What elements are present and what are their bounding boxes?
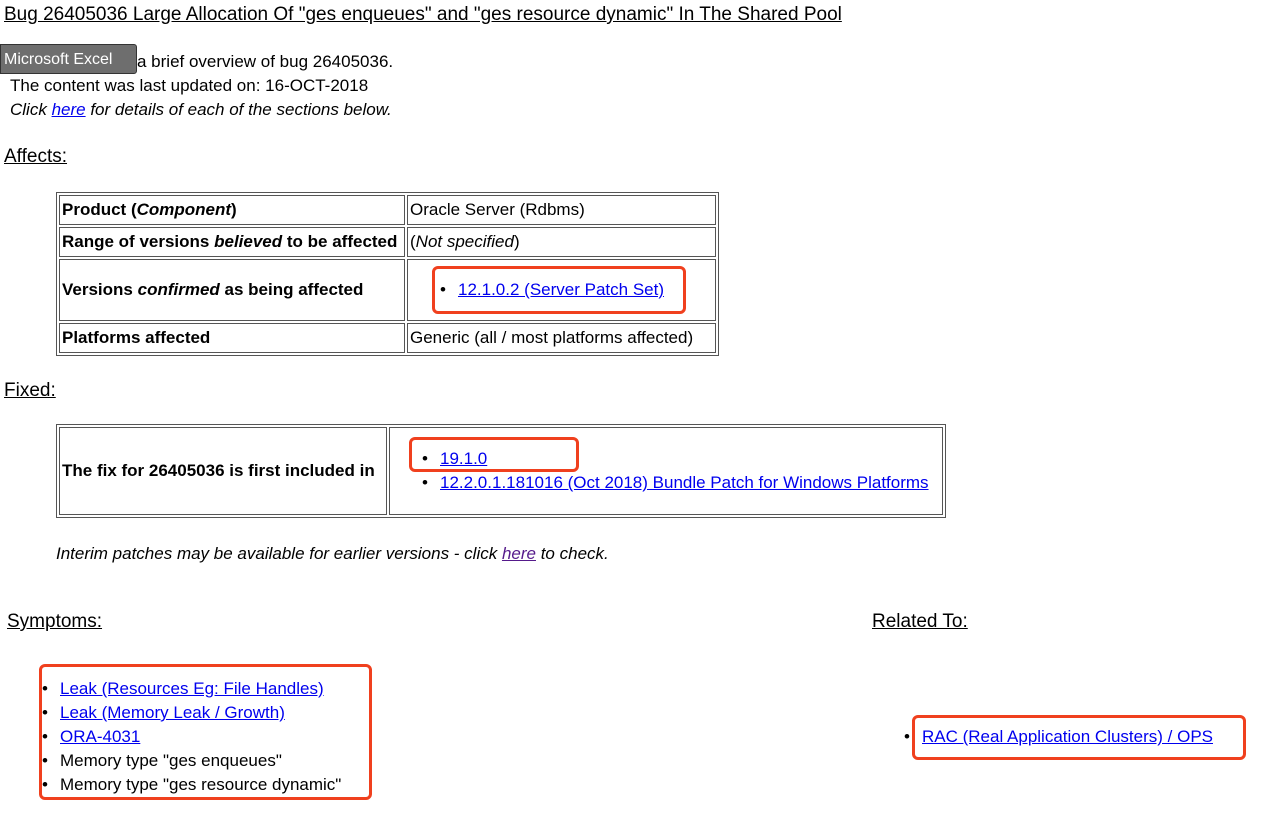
symptoms-list [42, 677, 341, 797]
fix-link-19-1-0[interactable]: 19.1.0 [440, 449, 488, 468]
click-here-text: Click here for details of each of the sections below. [10, 100, 392, 119]
range-label: Range of versions believed to be affected [59, 227, 405, 257]
related-list [904, 725, 1213, 749]
list-item [422, 471, 940, 495]
list-item [42, 773, 341, 797]
interim-patches-note: Interim patches may be available for earlier versions - click here to check. [56, 544, 609, 563]
table-row [59, 427, 943, 515]
affects-heading: Affects: [4, 146, 68, 167]
list-item [42, 677, 341, 701]
symptom-link-resource-leak[interactable]: Leak (Resources Eg: File Handles) [60, 679, 324, 698]
related-heading: Related To: [872, 611, 968, 632]
fixed-heading: Fixed: [4, 380, 56, 401]
fix-label: The fix for 26405036 is first included in [59, 427, 387, 515]
fix-link-12-2-0-1[interactable]: 12.2.0.1.181016 (Oct 2018) Bundle Patch for Windows Platforms [440, 473, 929, 492]
table-row [59, 227, 716, 257]
product-label: Product (Component) [59, 195, 405, 225]
list-item [904, 725, 1213, 749]
symptom-ges-enqueues: Memory type "ges enqueues" [60, 751, 282, 770]
list-item [42, 749, 341, 773]
page-title: Bug 26405036 Large Allocation Of "ges enqueues" and "ges resource dynamic" In The Shared Pool [4, 4, 842, 25]
list-item [42, 701, 341, 725]
symptoms-heading: Symptoms: [7, 611, 103, 632]
fix-versions [389, 427, 943, 515]
list-item [440, 278, 713, 302]
last-updated-text: The content was last updated on: 16-OCT-2018 [10, 76, 369, 95]
table-row [59, 259, 716, 321]
tooltip-microsoft-excel: Microsoft Excel [0, 44, 137, 74]
range-value: (Not specified) [407, 227, 716, 257]
related-link-rac[interactable]: RAC (Real Application Clusters) / OPS [922, 727, 1213, 746]
symptom-link-memory-leak[interactable]: Leak (Memory Leak / Growth) [60, 703, 285, 722]
fixed-table [56, 424, 946, 518]
platforms-value: Generic (all / most platforms affected) [407, 323, 716, 353]
confirmed-label: Versions confirmed as being affected [59, 259, 405, 321]
table-row [59, 323, 716, 353]
version-link-12-1-0-2[interactable]: 12.1.0.2 (Server Patch Set) [458, 280, 664, 299]
confirmed-value [407, 259, 716, 321]
symptom-link-ora-4031[interactable]: ORA-4031 [60, 727, 141, 746]
affects-table [56, 192, 719, 356]
platforms-label: Platforms affected [59, 323, 405, 353]
interim-patches-link[interactable]: here [501, 544, 536, 563]
product-value: Oracle Server (Rdbms) [407, 195, 716, 225]
details-link[interactable]: here [51, 100, 86, 119]
table-row [59, 195, 716, 225]
overview-text: a brief overview of bug 26405036. [137, 52, 394, 71]
list-item [42, 725, 341, 749]
symptom-ges-resource-dynamic: Memory type "ges resource dynamic" [60, 775, 342, 794]
list-item [422, 447, 940, 471]
